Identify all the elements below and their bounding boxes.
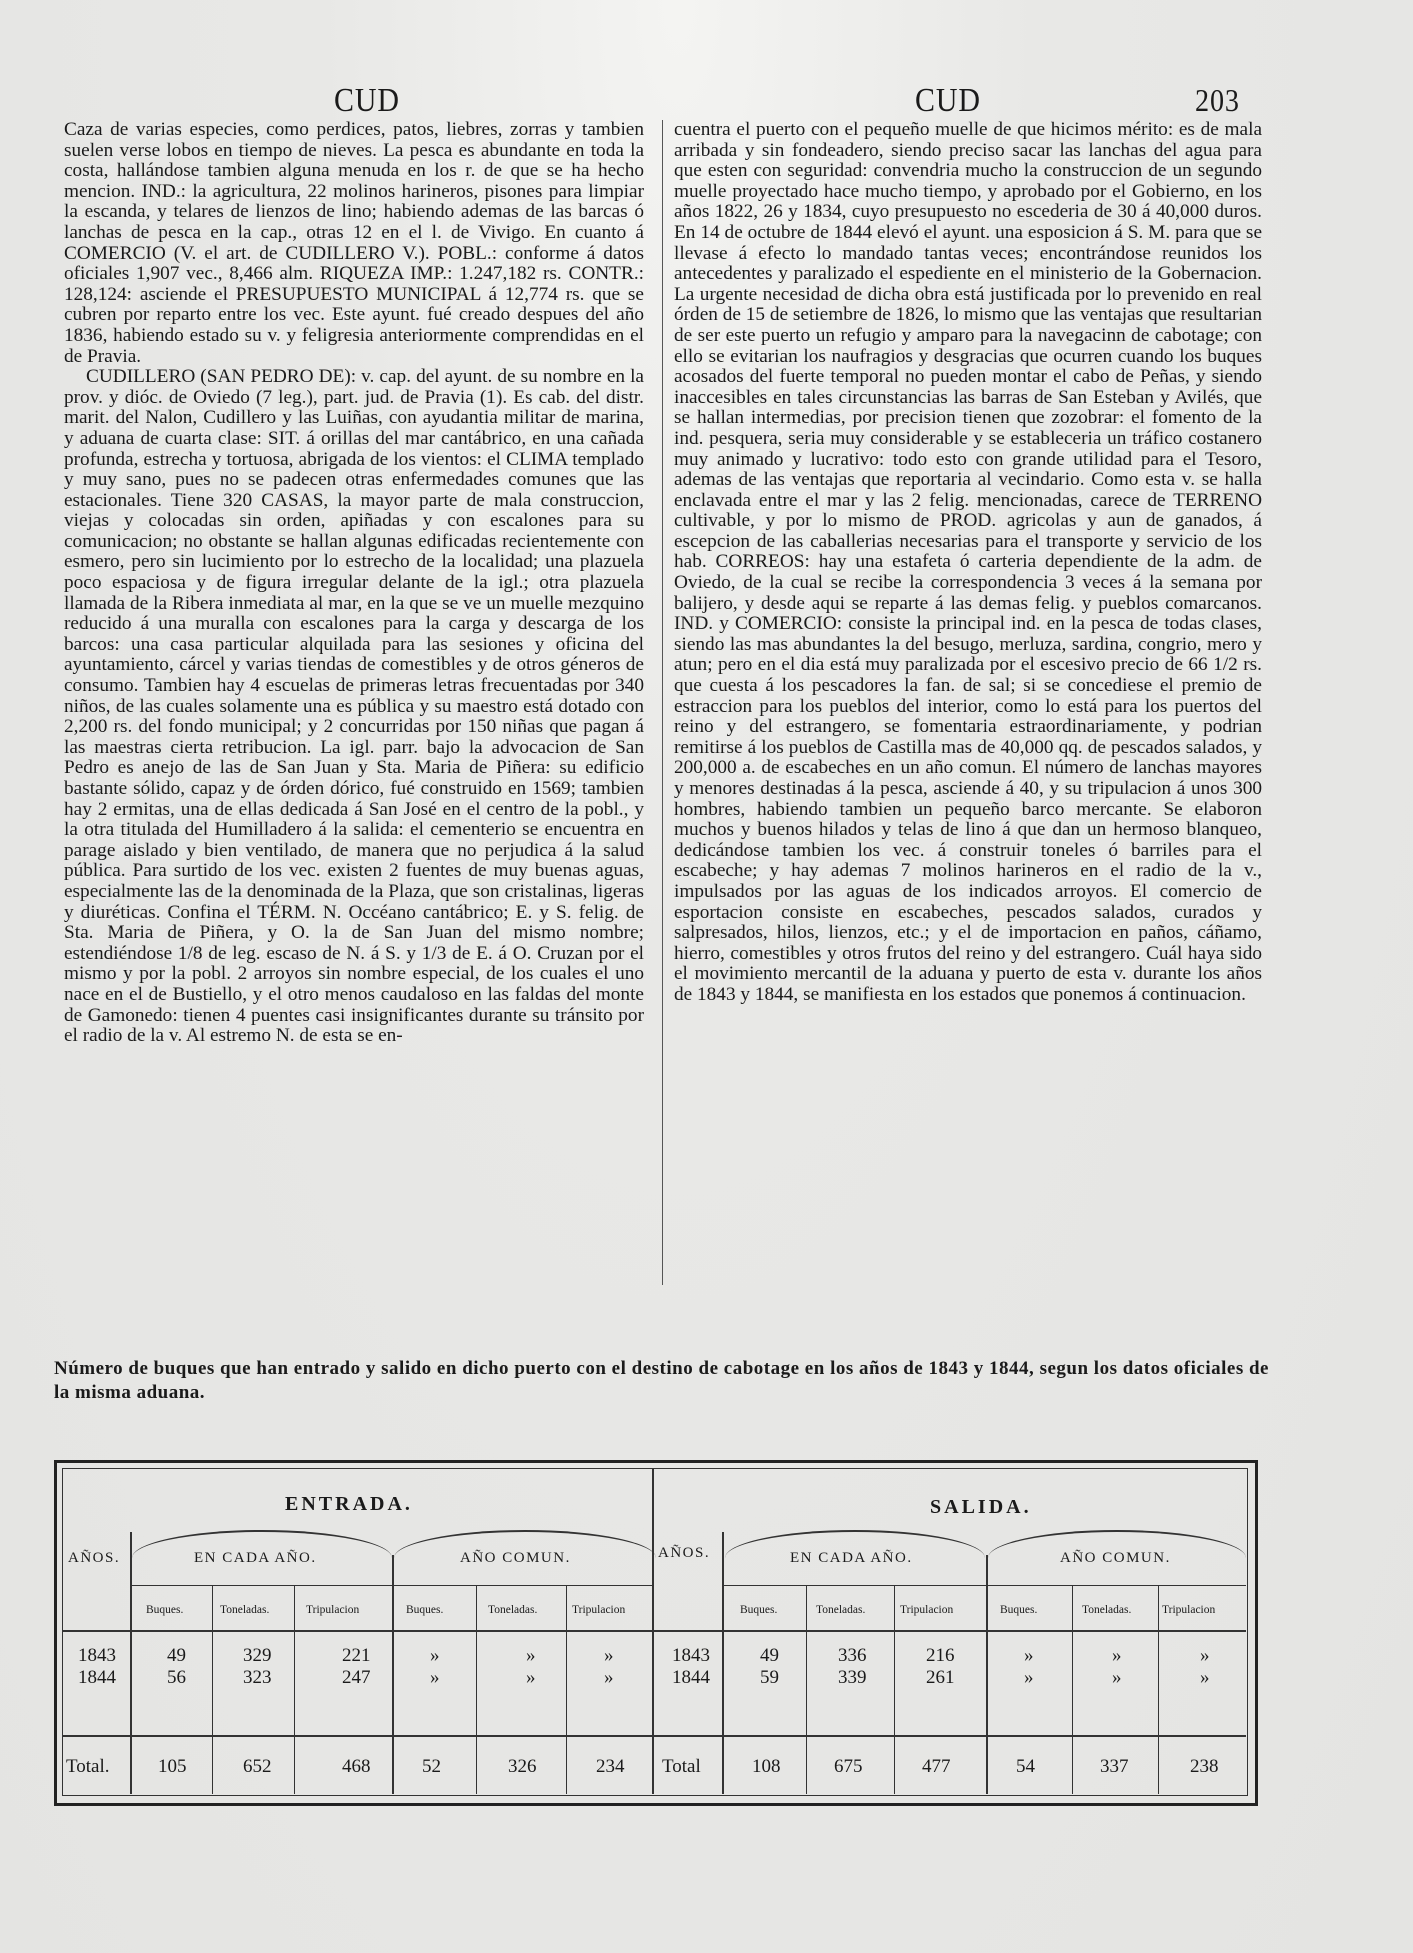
entrada-cell: 49: [167, 1645, 186, 1666]
entrada-cell: 247: [342, 1667, 371, 1688]
entrada-total: 52: [422, 1756, 441, 1777]
entrada-cell: »: [604, 1645, 614, 1666]
entrada-cell: 221: [342, 1645, 371, 1666]
table-rule: [62, 1532, 1246, 1533]
salida-col-label: Toneladas.: [816, 1604, 866, 1616]
salida-cell: »: [1112, 1667, 1122, 1688]
entrada-cell: »: [526, 1667, 536, 1688]
entrada-col-label: Toneladas.: [220, 1604, 270, 1616]
entrada-cell: »: [604, 1667, 614, 1688]
table-inner-frame: [62, 1468, 1248, 1796]
table-rule: [392, 1555, 394, 1794]
entrada-col-label: Tripulacion: [306, 1604, 360, 1616]
salida-col-label: Tripulacion: [900, 1604, 954, 1616]
table-rule: [62, 1630, 1246, 1632]
table-rule: [476, 1585, 477, 1794]
entrada-total: 468: [342, 1756, 371, 1777]
salida-cell: 216: [926, 1645, 955, 1666]
table-rule: [566, 1585, 567, 1794]
salida-each-year-label: EN CADA AÑO.: [790, 1550, 913, 1566]
entrada-cell: »: [430, 1667, 440, 1688]
entrada-each-year-label: EN CADA AÑO.: [194, 1550, 317, 1566]
entrada-title: ENTRADA.: [285, 1493, 413, 1515]
salida-cell: »: [1200, 1645, 1210, 1666]
salida-cell: 339: [838, 1667, 867, 1688]
salida-total: 675: [834, 1756, 863, 1777]
entrada-col-label: Toneladas.: [488, 1604, 538, 1616]
entrada-row-year: 1843: [78, 1645, 116, 1666]
table-rule: [806, 1585, 807, 1794]
entrada-cell: »: [430, 1645, 440, 1666]
entrada-cell: »: [526, 1645, 536, 1666]
salida-cell: »: [1024, 1667, 1034, 1688]
salida-total: 238: [1190, 1756, 1219, 1777]
salida-cell: »: [1200, 1667, 1210, 1688]
salida-total: 337: [1100, 1756, 1129, 1777]
salida-cell: 261: [926, 1667, 955, 1688]
page-number: 203: [1195, 82, 1240, 118]
entrada-cell: 329: [243, 1645, 272, 1666]
salida-years-label: AÑOS.: [658, 1545, 711, 1561]
entrada-total: 234: [596, 1756, 625, 1777]
table-rule: [1072, 1585, 1073, 1794]
salida-cell: »: [1024, 1645, 1034, 1666]
table-rule: [894, 1585, 895, 1794]
left-text-column: [64, 120, 644, 1047]
article-paragraph: Caza de varias especies, como perdices, patos, liebres, zorras y tambien suelen verse lobos en tiempo de nieves. La pesca es abundante en toda la costa, hallándose tambien alguna menuda en los r. de que se ha hecho mencion. IND.: la agricultura, 22 molinos harineros, pisones para limpiar la escanda, y telares de lienzos de lino; habiendo ademas de las barcas ó lanchas de pesca en la cap., otras 12 en el l. de Vivigo. En cuanto á COMERCIO (V. el art. de CUDILLERO V.). POBL.: conforme á datos oficiales 1,907 vec., 8,466 alm. RIQUEZA IMP.: 1.247,182 rs. CONTR.: 128,124: asciende el PRESUPUESTO MUNICIPAL á 12,774 rs. que se cubren por reparto entre los vec. Este ayunt. fué creado despues del año 1836, habiendo estado su v. y feligresia anteriormente comprendidas en el de Pravia.: [64, 119, 644, 367]
salida-col-label: Buques.: [740, 1604, 778, 1616]
salida-col-label: Tripulacion: [1162, 1604, 1216, 1616]
salida-col-label: Buques.: [1000, 1604, 1038, 1616]
salida-cell: 49: [760, 1645, 779, 1666]
table-rule: [62, 1735, 1246, 1737]
salida-cell: 336: [838, 1645, 867, 1666]
salida-total-label: Total: [662, 1756, 701, 1777]
table-rule: [1158, 1585, 1159, 1794]
salida-row-year: 1843: [672, 1645, 710, 1666]
right-text-column: [674, 120, 1262, 1006]
entrada-total: 105: [158, 1756, 187, 1777]
table-caption: Número de buques que han entrado y salido en dicho puerto con el destino de cabotage en los años de 1843 y 1844, segun los datos oficiales de la misma aduana.: [54, 1358, 1269, 1403]
salida-total: 54: [1016, 1756, 1035, 1777]
entrada-total: 326: [508, 1756, 537, 1777]
table-rule: [130, 1532, 132, 1794]
entrada-cell: 323: [243, 1667, 272, 1688]
article-paragraph: CUDILLERO (SAN PEDRO DE): v. cap. del ayunt. de su nombre en la prov. y dióc. de Oviedo (7 leg.), part. jud. de Pravia (1). Es cab. del distr. marit. del Nalon, Cudillero y las Luiñas, con ayudantia militar de marina, y aduana de cuarta clase: SIT. á orillas del mar cantábrico, en una cañada profunda, estrecha y tortuosa, abrigada de los vientos: el CLIMA templado y muy sano, pues no se padecen otras enfermedades comunes que las estacionales. Tiene 320 CASAS, la mayor parte de mala construccion, viejas y colocadas sin orden, apiñadas y con escalones para su comunicacion; no obstante se hallan algunas edificadas recientemente con esmero, pero sin lucimiento por lo estrecho de la localidad; una plazuela poco espaciosa y de figura irregular delante de la igl.; otra plazuela llamada de la Ribera inmediata al mar, en la que se ve un muelle mezquino reducido á una muralla con escalones para la carga y descarga de los barcos: una casa particular alquilada para las sesiones y oficina del ayuntamiento, cárcel y varias tiendas de comestibles y de otros géneros de consumo. Tambien hay 4 escuelas de primeras letras frecuentadas por 340 niños, de las cuales solamente una es pública y su maestro está dotado con 2,200 rs. del fondo municipal; y 2 concurridas por 150 niñas que pagan á las maestras cierta retribucion. La igl. parr. bajo la advocacion de San Pedro es anejo de las de San Juan y Sta. Maria de Piñera: su edificio bastante sólido, capaz y de órden dórico, fué construido en 1569; tambien hay 2 ermitas, una de ellas dedicada á San José en el centro de la pobl., y la otra titulada del Humilladero á la salida: el cementerio se encuentra en parage aislado y bien ventilado, de manera que no perjudica á la salud pública. Para surtido de los vec. existen 2 fuentes de muy buenas aguas, especialmente las de la denominada de la Plaza, que son cristalinas, ligeras y diuréticas. Confina el TÉRM. N. Occéano cantábrico; E. y S. felig. de Sta. Maria de Piñera, y O. la de San Juan del mismo nombre; estendiéndose 1/8 de leg. escaso de N. á S. y 1/3 de E. á O. Cruzan por el mismo y por la pobl. 2 arroyos sin nombre especial, de los cuales el uno nace en el de Bustiello, y el otro menos caudaloso en las faldas del monte de Gamonedo: tienen 4 puentes casi insignificantes durante su tránsito por el radio de la v. Al estremo N. de esta se en-: [64, 366, 644, 1047]
article-paragraph: cuentra el puerto con el pequeño muelle de que hicimos mérito: es de mala arribada y sin fondeadero, siendo preciso sacar las lanchas del agua para que esten con seguridad: convendria mucho la construccion de un segundo muelle proyectado hace mucho tiempo, y aprobado por el Gobierno, en los años 1822, 26 y 1834, cuyo presupuesto no escederia de 30 á 40,000 duros. En 14 de octubre de 1844 elevó el ayunt. una esposicion á S. M. para que se llevase á efecto lo mandado tantas veces; encontrándose reunidos los antecedentes y paralizado el espediente en el ministerio de la Gobernacion. La urgente necesidad de dicha obra está justificada por lo prevenido en real órden de 15 de setiembre de 1826, lo mismo que las ventajas que resultarian de ser este puerto un refugio y amparo para la navegacinn de cabotage; con ello se evitarian los naufragios y desgracias que ocurren cuando los buques acosados del fuerte temporal no pueden montar el cabo de Peñas, y siendo inaccesibles en tales circunstancias las barras de San Esteban y Avilés, que se hallan intermedias, por precision tienen que zozobrar: el fomento de la ind. pesquera, seria muy considerable y se estableceria un tráfico costanero muy animado y lucrativo: todo esto con grande utilidad para el Tesoro, ademas de las ventajas que reportaria al vecindario. Como esta v. se halla enclavada entre el mar y las 2 felig. mencionadas, carece de TERRENO cultivable, y por lo mismo de PROD. agricolas y aun de ganados, á escepcion de las caballerias necesarias para el transporte y servicio de los hab. CORREOS: hay una estafeta ó carteria dependiente de la adm. de Oviedo, de la cual se recibe la correspondencia 3 veces á la semana por balijero, y desde aqui se reparte á las demas felig. y pueblos comarcanos. IND. y COMERCIO: consiste la principal ind. en la pesca de todas clases, siendo las mas abundantes la del besugo, merluza, sardina, congrio, mero y atun; pero en el dia está muy paralizada por el escesivo precio de 66 1/2 rs. que cuesta á los pescadores la fan. de sal; si se concediese el premio de estraccion para los pueblos del interior, como lo está para los puertos del reino y del estrangero, se fomentaria estraordinariamente, y podrian remitirse á los pueblos de Castilla mas de 40,000 qq. de pescados salados, y 200,000 a. de escabeches en un año comun. El número de lanchas mayores y menores destinadas á la pesca, asciende á 40, y su tripulacion á unos 300 hombres, habiendo tambien un pequeño barco mercante. Se elaboron muchos y buenos hilados y telas de lino á que dan un hermoso blanqueo, dedicándose tambien los vec. á construir toneles ó barriles para el escabeche; y hay ademas 7 molinos harineros en el radio de la v., impulsados por las aguas de los indicados arroyos. El comercio de esportacion consiste en escabeches, pescados salados, curados y salpresados, hilos, lienzos, etc.; y el de importacion en paños, cáñamo, hierro, comestibles y otros frutos del reino y del estrangero. Cuál haya sido el movimiento mercantil de la aduana y puerto de esta v. durante los años de 1843 y 1844, se manifiesta en los estados que ponemos á continuacion.: [674, 119, 1262, 1005]
salida-row-year: 1844: [672, 1667, 710, 1688]
entrada-years-label: AÑOS.: [68, 1550, 121, 1566]
table-rule: [722, 1532, 724, 1794]
entrada-row-year: 1844: [78, 1667, 116, 1688]
salida-common-year-label: AÑO COMUN.: [1060, 1550, 1171, 1566]
salida-cell: 59: [760, 1667, 779, 1688]
salida-total: 108: [752, 1756, 781, 1777]
table-rule: [130, 1585, 652, 1586]
entrada-col-label: Tripulacion: [572, 1604, 626, 1616]
salida-col-label: Toneladas.: [1082, 1604, 1132, 1616]
entrada-cell: 56: [167, 1667, 186, 1688]
table-rule: [294, 1585, 295, 1794]
salida-title: SALIDA.: [930, 1496, 1032, 1518]
running-head-right: CUD: [915, 82, 981, 119]
salida-cell: »: [1112, 1645, 1122, 1666]
running-head-left: CUD: [334, 82, 400, 119]
table-rule: [986, 1555, 988, 1794]
salida-total: 477: [922, 1756, 951, 1777]
table-rule: [722, 1585, 1246, 1586]
table-rule: [212, 1585, 213, 1794]
column-divider: [662, 120, 663, 1285]
entrada-col-label: Buques.: [146, 1604, 184, 1616]
entrada-common-year-label: AÑO COMUN.: [460, 1550, 571, 1566]
entrada-col-label: Buques.: [406, 1604, 444, 1616]
entrada-total-label: Total.: [66, 1756, 110, 1777]
entrada-total: 652: [243, 1756, 272, 1777]
